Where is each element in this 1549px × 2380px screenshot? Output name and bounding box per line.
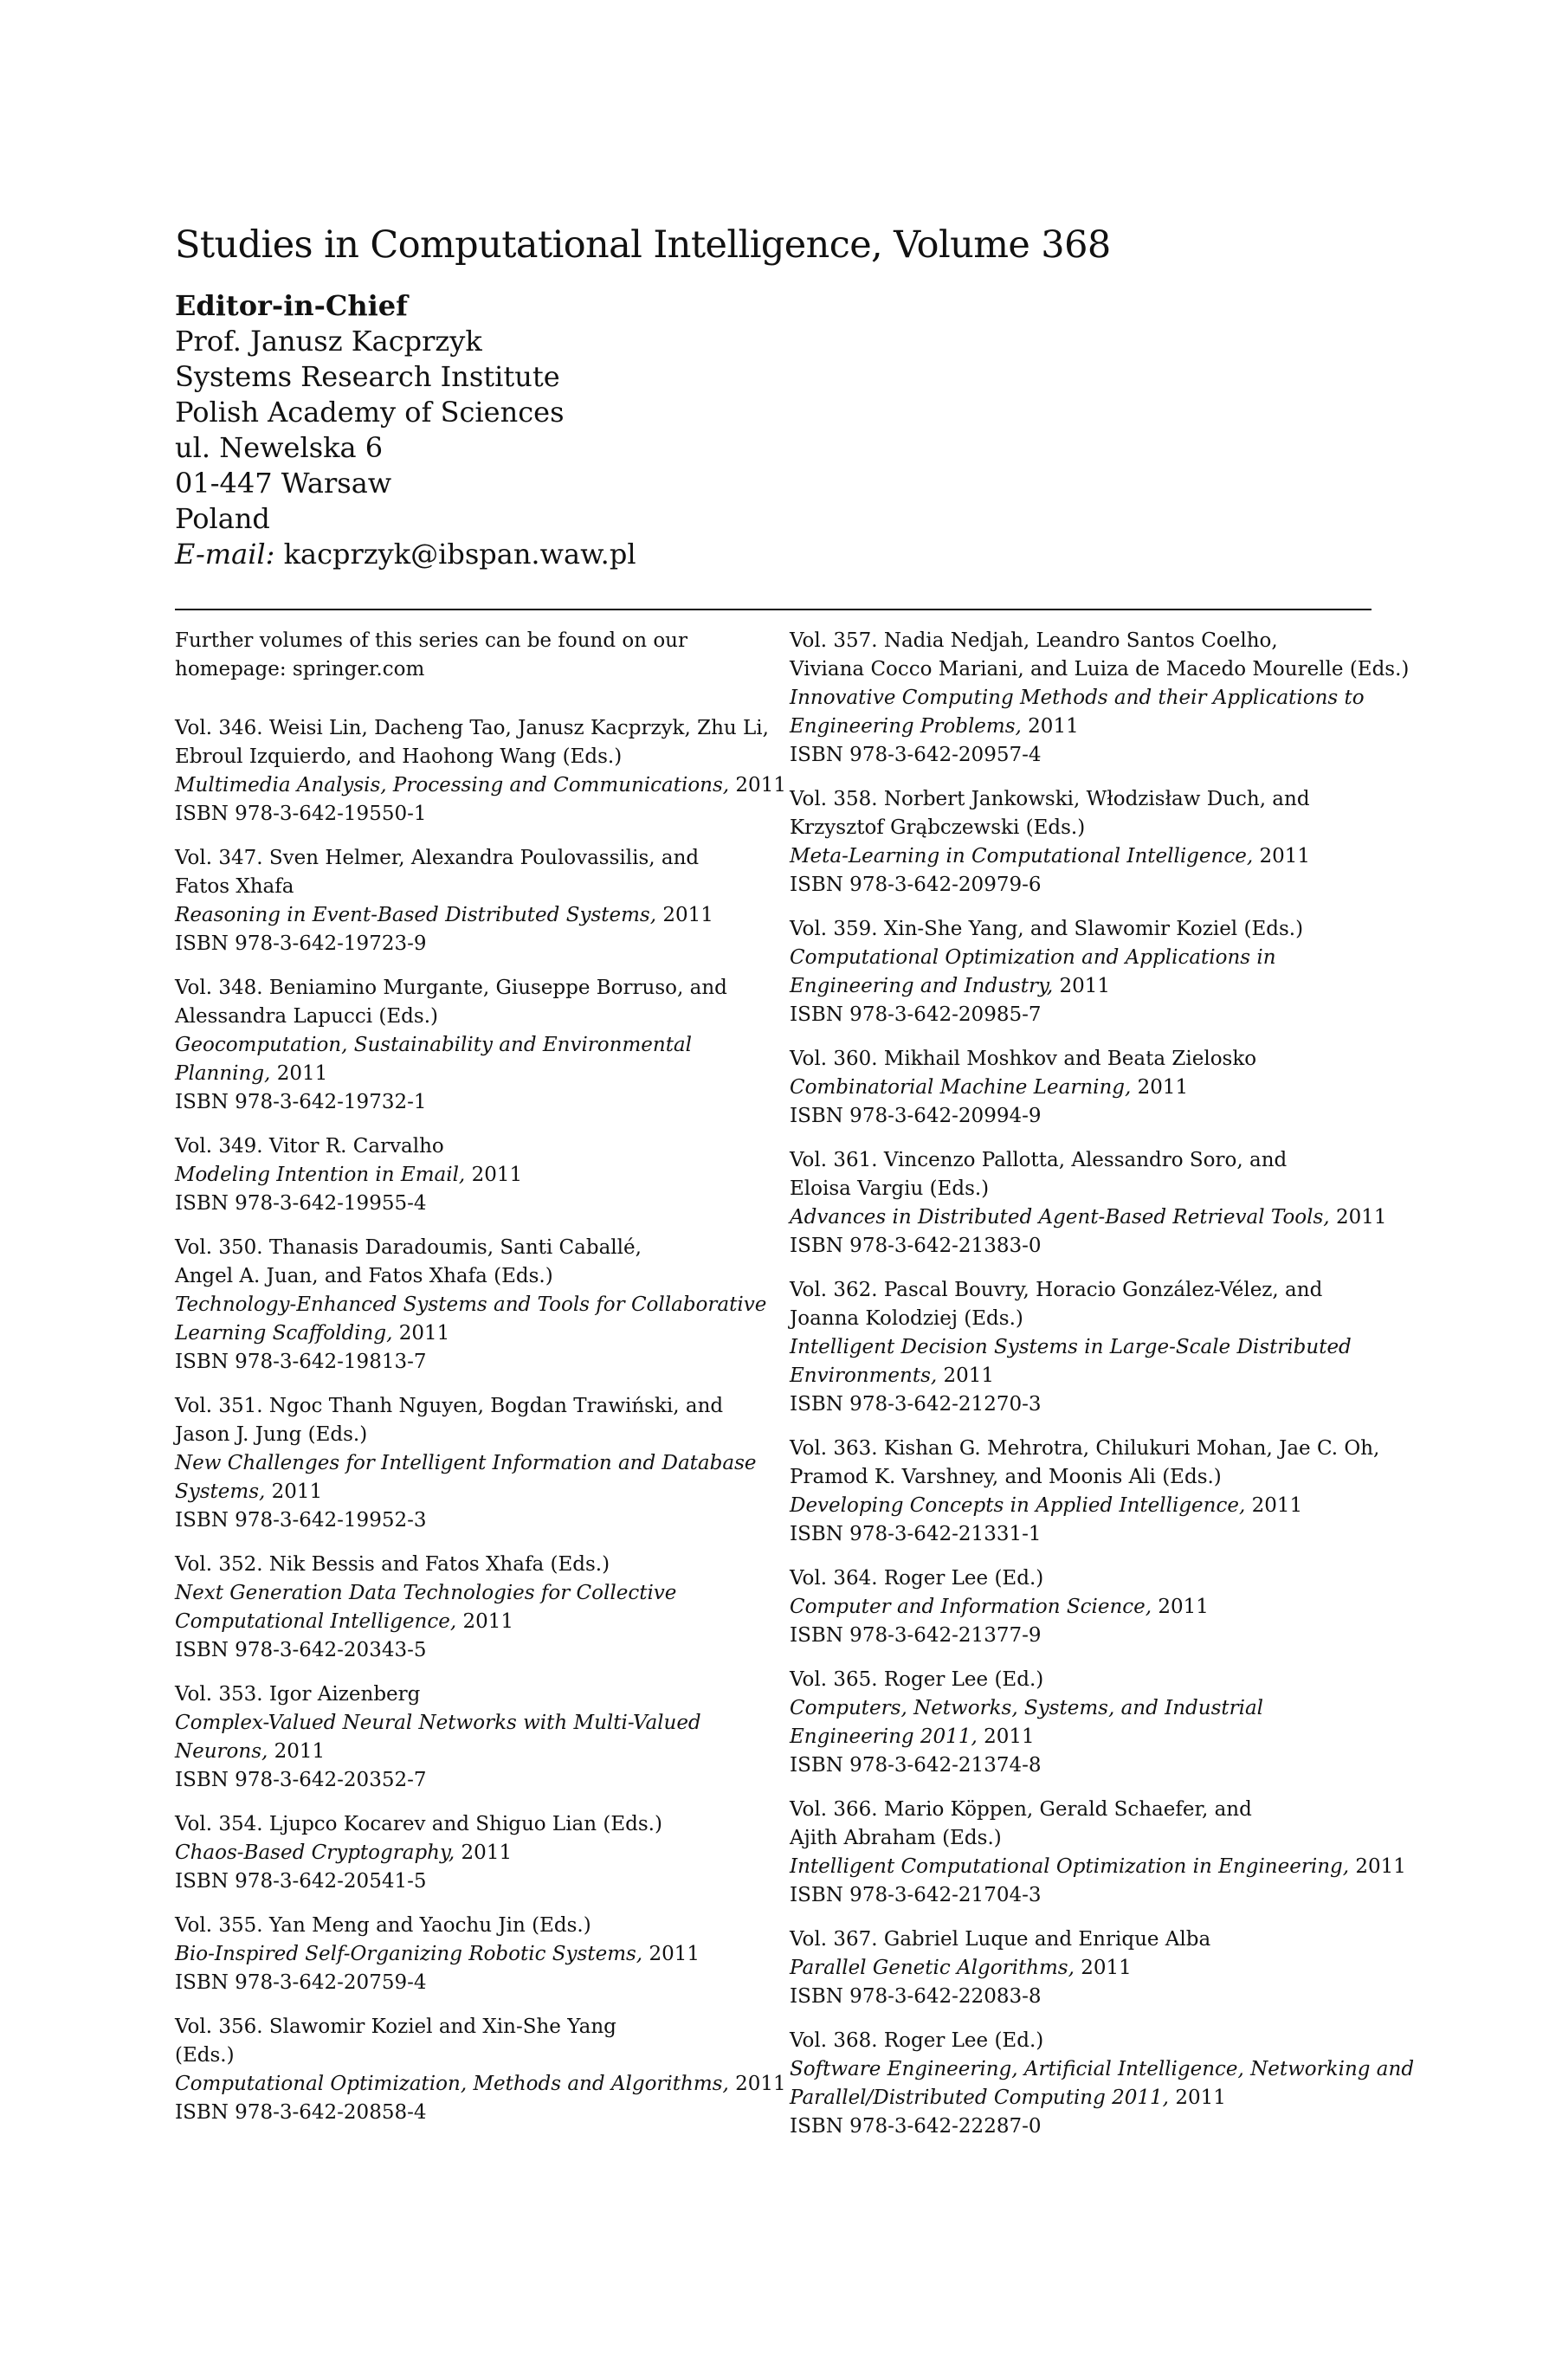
volume-year: 2011	[1175, 2087, 1226, 2109]
volume-authors: Pramod K. Varshney, and Moonis Ali (Eds.)	[790, 1466, 1222, 1488]
volume-title: Chaos-Based Cryptography,	[175, 1841, 455, 1864]
volume-isbn: ISBN 978-3-642-21331-1	[790, 1523, 1042, 1545]
volume-title: Computational Intelligence,	[175, 1610, 457, 1633]
volume-entry	[175, 1810, 764, 1896]
volume-title: Environments,	[790, 1364, 938, 1387]
volume-isbn: ISBN 978-3-642-19723-9	[175, 932, 427, 955]
volume-title: Meta-Learning in Computational Intelligence,	[790, 845, 1254, 868]
volume-title-line	[175, 1940, 764, 1969]
series-title: Studies in Computational Intelligence, Volume 368	[175, 223, 1111, 267]
volume-authors: Vol. 363. Kishan G. Mehrotra, Chilukuri Mohan, Jae C. Oh,	[790, 1437, 1380, 1460]
volume-title: Software Engineering, Artificial Intelligence, Networking and	[790, 2058, 1415, 2080]
volume-title-line	[175, 1709, 764, 1738]
volume-year: 2011	[735, 774, 786, 797]
volume-authors: Vol. 350. Thanasis Daradoumis, Santi Caballé,	[175, 1236, 642, 1259]
volume-entry	[175, 974, 764, 1117]
volume-entry	[175, 1132, 764, 1218]
intro-line: Further volumes of this series can be found on our	[175, 629, 687, 652]
volume-year: 2011	[398, 1322, 450, 1345]
volume-authors: Vol. 366. Mario Köppen, Gerald Schaefer, and	[790, 1798, 1252, 1821]
volume-authors: Vol. 346. Weisi Lin, Dacheng Tao, Janusz Kacprzyk, Zhu Li,	[175, 717, 769, 739]
volume-title-line	[790, 944, 1378, 972]
volume-title-line	[175, 1031, 764, 1060]
volume-entry	[790, 627, 1410, 770]
volume-year: 2011	[1158, 1596, 1209, 1618]
volume-year: 2011	[1137, 1076, 1189, 1099]
volume-authors: Vol. 358. Norbert Jankowski, Włodzisław Duch, and	[790, 788, 1310, 810]
volume-title: Computational Optimization and Applications in	[790, 946, 1276, 969]
volume-authors: Viviana Cocco Mariani, and Luiza de Macedo Mourelle (Eds.)	[790, 658, 1410, 680]
volume-title-line	[790, 1593, 1378, 1622]
volume-authors: Vol. 360. Mikhail Moshkov and Beata Zielosko	[790, 1048, 1257, 1070]
volume-title: Planning,	[175, 1062, 271, 1085]
editor-academy: Polish Academy of Sciences	[175, 396, 565, 429]
volume-title-line	[175, 1060, 764, 1088]
volume-year: 2011	[1028, 715, 1079, 738]
volume-title: New Challenges for Intelligent Information and Database	[175, 1452, 757, 1474]
volume-isbn: ISBN 978-3-642-20352-7	[175, 1769, 427, 1791]
volume-entry	[790, 915, 1378, 1029]
volume-isbn: ISBN 978-3-642-20541-5	[175, 1870, 427, 1893]
volume-authors: Vol. 353. Igor Aizenberg	[175, 1683, 421, 1706]
volume-year: 2011	[649, 1943, 700, 1965]
editor-institute: Systems Research Institute	[175, 360, 560, 393]
volume-title: Computational Optimization, Methods and Algorithms,	[175, 2073, 729, 2095]
volume-isbn: ISBN 978-3-642-19732-1	[175, 1091, 427, 1113]
volume-isbn: ISBN 978-3-642-21270-3	[790, 1393, 1042, 1416]
volume-list-right	[790, 627, 1415, 2141]
volume-entry	[790, 1435, 1378, 1549]
volume-authors: Vol. 354. Ljupco Kocarev and Shiguo Lian (Eds.)	[175, 1813, 662, 1835]
volumes-column-left	[175, 627, 786, 2143]
volume-title-line	[790, 1333, 1378, 1362]
volume-year: 2011	[1355, 1855, 1406, 1878]
volume-list-left	[175, 714, 786, 2127]
volume-title-line	[175, 771, 786, 800]
volume-isbn: ISBN 978-3-642-20994-9	[790, 1105, 1042, 1127]
volume-entry	[175, 1392, 764, 1535]
editor-street: ul. Newelska 6	[175, 431, 384, 464]
volume-title: Combinatorial Machine Learning,	[790, 1076, 1132, 1099]
volume-isbn: ISBN 978-3-642-20343-5	[175, 1639, 427, 1661]
editor-block	[175, 288, 636, 572]
volume-year: 2011	[1259, 845, 1310, 868]
volume-year: 2011	[662, 904, 713, 926]
volume-title-line	[175, 901, 764, 930]
volume-title-line	[175, 1319, 764, 1348]
volume-year: 2011	[461, 1841, 513, 1864]
volume-title: Learning Scaffolding,	[175, 1322, 393, 1345]
volume-title-line	[175, 1291, 767, 1319]
volume-entry	[790, 1146, 1387, 1261]
volume-title-line	[175, 1478, 764, 1506]
volume-authors: Vol. 356. Slawomir Koziel and Xin-She Yang	[175, 2016, 616, 2038]
volume-title: Parallel Genetic Algorithms,	[790, 1957, 1075, 1979]
volume-year: 2011	[471, 1164, 523, 1186]
volume-title: Computers, Networks, Systems, and Industrial	[790, 1697, 1264, 1719]
volume-entry	[790, 1925, 1378, 2011]
volume-authors: Ebroul Izquierdo, and Haohong Wang (Eds.)	[175, 745, 623, 768]
volume-isbn: ISBN 978-3-642-21377-9	[790, 1624, 1042, 1647]
volume-authors: Vol. 352. Nik Bessis and Fatos Xhafa (Eds.)	[175, 1553, 610, 1576]
volume-title: Complex-Valued Neural Networks with Multi-Valued	[175, 1712, 701, 1734]
volume-year: 2011	[1335, 1206, 1387, 1229]
email-label: E-mail:	[175, 538, 275, 571]
volume-authors: Vol. 349. Vitor R. Carvalho	[175, 1135, 444, 1158]
volume-isbn: ISBN 978-3-642-19952-3	[175, 1509, 427, 1532]
volume-authors: Vol. 359. Xin-She Yang, and Slawomir Koziel (Eds.)	[790, 918, 1304, 940]
volume-year: 2011	[1059, 975, 1111, 997]
volume-authors: Joanna Kolodziej (Eds.)	[790, 1307, 1023, 1330]
volume-isbn: ISBN 978-3-642-19955-4	[175, 1192, 427, 1215]
email-address[interactable]: kacprzyk@ibspan.waw.pl	[283, 538, 636, 571]
volume-authors: Vol. 347. Sven Helmer, Alexandra Poulovassilis, and	[175, 847, 700, 869]
volume-entry	[790, 785, 1378, 900]
volume-entry	[790, 1796, 1406, 1910]
volume-title: Geocomputation, Sustainability and Environmental	[175, 1034, 693, 1056]
volume-title: Developing Concepts in Applied Intelligence,	[790, 1494, 1246, 1517]
volume-isbn: ISBN 978-3-642-20858-4	[175, 2101, 427, 2124]
volume-year: 2011	[943, 1364, 995, 1387]
volume-entry	[790, 1666, 1378, 1780]
volume-isbn: ISBN 978-3-642-21383-0	[790, 1235, 1042, 1257]
volume-title-line	[790, 713, 1378, 741]
editor-country: Poland	[175, 502, 270, 535]
volume-title-line	[790, 1723, 1378, 1751]
volume-year: 2011	[276, 1062, 328, 1085]
volume-entry	[790, 1276, 1378, 1419]
volume-authors: Ajith Abraham (Eds.)	[790, 1827, 1002, 1849]
volume-title-line	[790, 1694, 1378, 1723]
volume-entry	[175, 714, 786, 829]
volume-title-line	[790, 2084, 1378, 2112]
editor-city: 01-447 Warsaw	[175, 467, 392, 500]
volume-title-line	[790, 1492, 1378, 1520]
volume-authors: Vol. 351. Ngoc Thanh Nguyen, Bogdan Trawiński, and	[175, 1395, 724, 1417]
volume-year: 2011	[735, 2073, 786, 2095]
volume-entry	[175, 1680, 764, 1795]
volume-title: Engineering Problems,	[790, 715, 1022, 738]
volume-title-line	[175, 1161, 764, 1190]
volume-isbn: ISBN 978-3-642-19550-1	[175, 803, 427, 825]
volume-title: Bio-Inspired Self-Organizing Robotic Systems,	[175, 1943, 643, 1965]
volume-authors: Alessandra Lapucci (Eds.)	[175, 1005, 438, 1028]
volume-entry	[790, 1564, 1378, 1650]
volume-authors: Vol. 365. Roger Lee (Ed.)	[790, 1668, 1044, 1691]
volume-title: Intelligent Decision Systems in Large-Scale Distributed	[790, 1336, 1352, 1358]
volume-title-line	[790, 972, 1378, 1001]
volume-authors: Vol. 357. Nadia Nedjah, Leandro Santos Coelho,	[790, 629, 1278, 652]
volume-isbn: ISBN 978-3-642-20957-4	[790, 744, 1042, 766]
volume-title: Modeling Intention in Email,	[175, 1164, 466, 1186]
volume-isbn: ISBN 978-3-642-21704-3	[790, 1884, 1042, 1906]
volume-title-line	[790, 1853, 1406, 1881]
volume-title: Systems,	[175, 1480, 266, 1503]
volume-isbn: ISBN 978-3-642-22287-0	[790, 2115, 1042, 2138]
volume-title: Engineering and Industry,	[790, 975, 1054, 997]
volume-title-line	[175, 1579, 764, 1608]
volume-title: Technology-Enhanced Systems and Tools for Collaborative	[175, 1293, 767, 1316]
series-intro	[175, 627, 764, 684]
volume-title-line	[790, 1362, 1378, 1390]
volume-entry	[175, 1912, 764, 1997]
volume-title: Intelligent Computational Optimization in Engineering,	[790, 1855, 1350, 1878]
volume-title-line	[175, 2070, 786, 2099]
volume-authors: Krzysztof Grąbczewski (Eds.)	[790, 816, 1086, 839]
volume-authors: Vol. 348. Beniamino Murgante, Giuseppe Borruso, and	[175, 977, 727, 999]
editor-email-line	[175, 537, 636, 572]
volume-title: Innovative Computing Methods and their Applications to	[790, 687, 1365, 709]
editor-heading: Editor-in-Chief	[175, 289, 408, 322]
volume-authors: Vol. 355. Yan Meng and Yaochu Jin (Eds.)	[175, 1914, 591, 1937]
volume-authors: Vol. 362. Pascal Bouvry, Horacio González-Vélez, and	[790, 1279, 1323, 1301]
volume-title: Advances in Distributed Agent-Based Retrieval Tools,	[790, 1206, 1330, 1229]
volume-title: Computer and Information Science,	[790, 1596, 1152, 1618]
volume-entry	[175, 2013, 786, 2127]
volume-authors: (Eds.)	[175, 2044, 235, 2067]
volume-entry	[790, 1045, 1378, 1131]
volume-authors: Eloisa Vargiu (Eds.)	[790, 1177, 990, 1200]
volume-authors: Vol. 364. Roger Lee (Ed.)	[790, 1567, 1044, 1590]
volume-isbn: ISBN 978-3-642-21374-8	[790, 1754, 1042, 1777]
volume-title-line	[790, 842, 1378, 871]
volume-title: Next Generation Data Technologies for Collective	[175, 1582, 677, 1604]
volume-title: Engineering 2011,	[790, 1725, 978, 1748]
volume-isbn: ISBN 978-3-642-20979-6	[790, 874, 1042, 896]
volume-authors: Vol. 368. Roger Lee (Ed.)	[790, 2029, 1044, 2052]
volume-title: Reasoning in Event-Based Distributed Systems,	[175, 904, 657, 926]
volume-title-line	[790, 1954, 1378, 1983]
intro-line: homepage: springer.com	[175, 658, 425, 680]
volume-title-line	[175, 1608, 764, 1636]
volume-year: 2011	[1251, 1494, 1303, 1517]
volume-year: 2011	[462, 1610, 514, 1633]
editor-name: Prof. Janusz Kacprzyk	[175, 325, 482, 358]
volume-authors: Angel A. Juan, and Fatos Xhafa (Eds.)	[175, 1265, 553, 1287]
volume-title: Neurons,	[175, 1740, 268, 1763]
volume-authors: Jason J. Jung (Eds.)	[175, 1423, 368, 1446]
volume-title-line	[175, 1738, 764, 1766]
volume-entry	[175, 844, 764, 958]
volume-isbn: ISBN 978-3-642-20985-7	[790, 1003, 1042, 1026]
volume-title-line	[175, 1449, 764, 1478]
volume-title-line	[790, 2055, 1415, 2084]
volume-year: 2011	[984, 1725, 1035, 1748]
volume-year: 2011	[274, 1740, 326, 1763]
volume-year: 2011	[271, 1480, 323, 1503]
volume-authors: Fatos Xhafa	[175, 875, 294, 898]
volume-authors: Vol. 367. Gabriel Luque and Enrique Alba	[790, 1928, 1211, 1951]
volume-isbn: ISBN 978-3-642-19813-7	[175, 1351, 427, 1373]
volume-entry	[790, 2027, 1415, 2141]
volume-isbn: ISBN 978-3-642-22083-8	[790, 1985, 1042, 2008]
volume-title: Multimedia Analysis, Processing and Communications,	[175, 774, 730, 797]
volume-authors: Vol. 361. Vincenzo Pallotta, Alessandro Soro, and	[790, 1149, 1288, 1171]
divider-rule	[175, 609, 1372, 610]
volume-title: Parallel/Distributed Computing 2011,	[790, 2087, 1169, 2109]
volume-title-line	[790, 1074, 1378, 1102]
volume-title-line	[790, 684, 1378, 713]
volume-title-line	[790, 1203, 1387, 1232]
volumes-column-right	[790, 627, 1415, 2157]
volume-entry	[175, 1551, 764, 1665]
volume-isbn: ISBN 978-3-642-20759-4	[175, 1971, 427, 1994]
volume-entry	[175, 1234, 767, 1377]
volume-year: 2011	[1081, 1957, 1132, 1979]
volume-title-line	[175, 1839, 764, 1867]
